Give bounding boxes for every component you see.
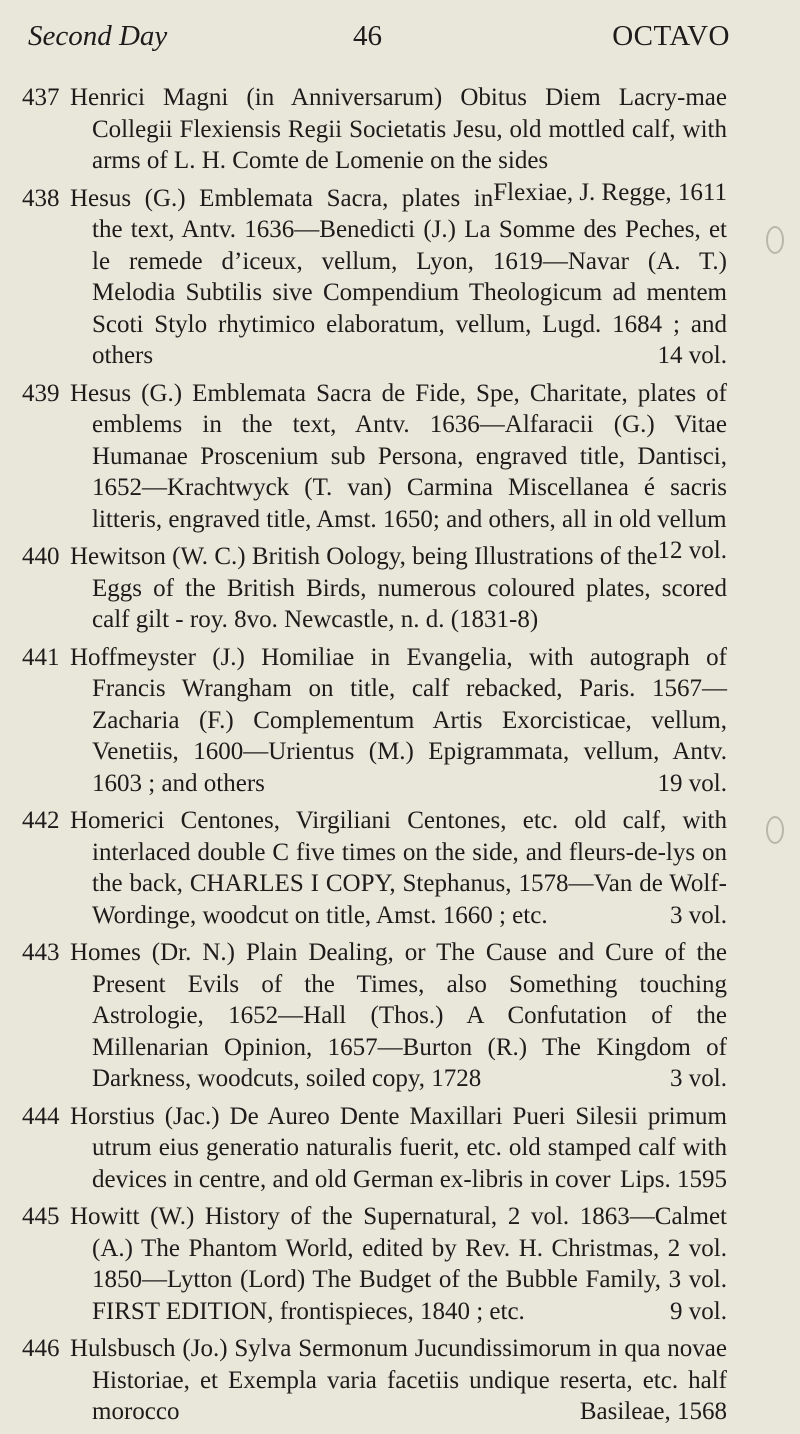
lot-description: Henrici Magni (in Anniversarum) Obitus Diem Lacry-mae Collegii Flexiensis Regii Societatis Jesu, old mottled calf, with arms of L. H. Comte de Lomenie on the sides	[70, 84, 727, 174]
lot-number: 446	[22, 1335, 60, 1362]
lot-number: 441	[22, 643, 60, 671]
lot-description: Howitt (W.) History of the Supernatural, 2 vol. 1863—Calmet (A.) The Phantom World, edited by Rev. H. Christmas, 2 vol. 1850—Lytton (Lord) The Budget of the Bubble Family, 3 vol. FIRST EDITION, frontispieces, 1840 ; etc.	[70, 1203, 727, 1325]
lot-entry	[22, 1333, 727, 1428]
lot-extent: 3 vol.	[670, 1065, 727, 1092]
lot-extent: 3 vol.	[670, 901, 727, 929]
lot-description: Hulsbusch (Jo.) Sylva Sermonum Jucundissimorum in qua novae Historiae, et Exempla varia facetiis undique reserta, etc. half morocco	[70, 1335, 727, 1425]
lot-entry	[22, 183, 727, 372]
lot-number: 443	[22, 939, 60, 966]
lot-number: 437	[22, 84, 60, 111]
lot-description: Hewitson (W. C.) British Oology, being Illustrations of the Eggs of the British Birds, numerous coloured plates, scored calf gilt - roy. 8vo. Newcastle, n. d. (1831-8)	[70, 543, 727, 633]
lot-number: 438	[22, 184, 60, 212]
page-number: 46	[353, 20, 382, 52]
page-header	[28, 20, 730, 60]
lot-description: Horstius (Jac.) De Aureo Dente Maxillari Pueri Silesii primum utrum eius generatio naturalis fuerit, etc. old stamped calf with devices in centre, and old German ex-libris in cover	[70, 1102, 727, 1193]
lot-number: 442	[22, 807, 60, 834]
lot-description: Homerici Centones, Virgiliani Centones, etc. old calf, with interlaced double C five times on the side, and fleurs-de-lys on the back, CHARLES I COPY, Stephanus, 1578—Van de Wolf-Wordinge, woodcut on title, Amst. 1660 ; etc.	[70, 807, 727, 929]
lot-entry	[22, 1101, 727, 1196]
lot-entry	[22, 805, 727, 931]
lot-number: 444	[22, 1102, 60, 1130]
lot-extent: 14 vol.	[657, 342, 727, 369]
lot-entry	[22, 1201, 727, 1327]
running-head-day: Second Day	[28, 20, 168, 52]
lot-description: Hoffmeyster (J.) Homiliae in Evangelia, with autograph of Francis Wrangham on title, calf rebacked, Paris. 1567—Zacharia (F.) Complementum Artis Exorcisticae, vellum, Venetiis, 1600—Urientus (M.) Epigrammata, vellum, Antv. 1603 ; and others	[70, 643, 727, 797]
lot-extent: 9 vol.	[670, 1297, 727, 1325]
binding-hole-mark	[766, 226, 784, 254]
lot-extent: 12 vol.	[657, 537, 727, 564]
lot-extent: Flexiae, J. Regge, 1611	[493, 178, 727, 206]
lot-description: Homes (Dr. N.) Plain Dealing, or The Cause and Cure of the Present Evils of the Times, also Something touching Astrologie, 1652—Hall (Thos.) A Confutation of the Millenarian Opinion, 1657—Burton (R.) The Kingdom of Darkness, woodcuts, soiled copy, 1728	[70, 939, 727, 1092]
binding-hole-mark	[766, 816, 784, 844]
lot-entry	[22, 937, 727, 1095]
lot-description: Hesus (G.) Emblemata Sacra de Fide, Spe, Charitate, plates of emblems in the text, Antv. 1636—Alfaracii (G.) Vitae Humanae Proscenium sub Persona, engraved title, Dantisci, 1652—Krachtwyck (T. van) Carmina Miscellanea é sacris litteris, engraved title, Amst. 1650; and others, all in old vellum	[70, 379, 727, 533]
lot-extent: Basileae, 1568	[579, 1398, 727, 1425]
lot-entry	[22, 541, 727, 636]
lot-number: 440	[22, 543, 60, 570]
lot-description: Hesus (G.) Emblemata Sacra, plates in the text, Antv. 1636—Benedicti (J.) La Somme des Peches, et le remede d’iceux, vellum, Lyon, 1619—Navar (A. T.) Melodia Subtilis sive Compendium Theologicum ad mentem Scoti Stylo rhytimico elaboratum, vellum, Lugd. 1684 ; and others	[70, 184, 727, 369]
running-head-section: OCTAVO	[612, 20, 730, 52]
lot-list	[22, 82, 727, 1434]
lot-extent: Lips. 1595	[620, 1165, 727, 1193]
lot-number: 439	[22, 379, 60, 407]
lot-number: 445	[22, 1203, 60, 1230]
lot-entry	[22, 642, 727, 800]
lot-extent: 19 vol.	[657, 769, 727, 797]
